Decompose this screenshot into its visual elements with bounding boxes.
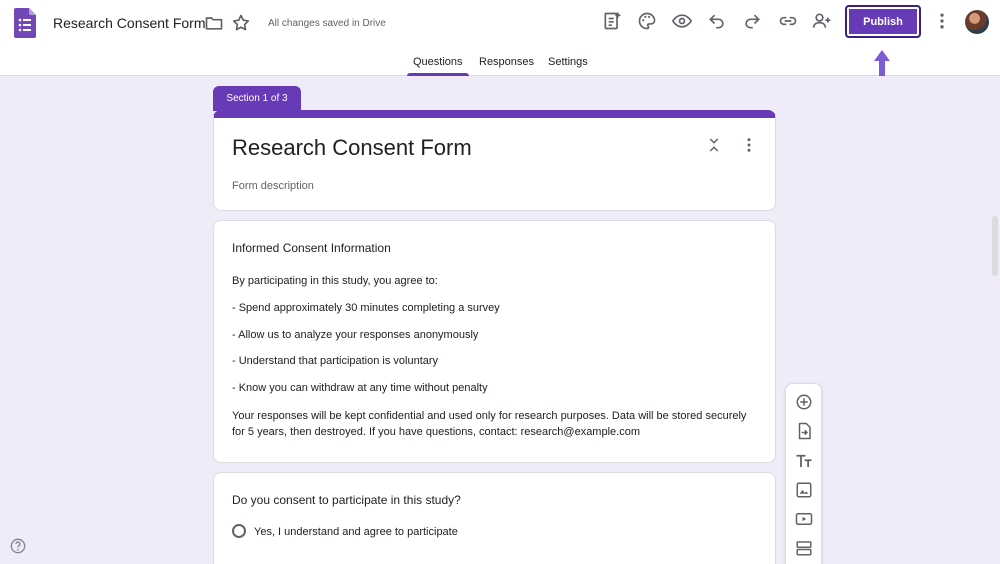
question-title: Do you consent to participate in this study? [232,493,461,507]
info-point: - Know you can withdraw at any time without penalty [232,382,488,394]
save-status: All changes saved in Drive [268,18,386,29]
form-title-card[interactable] [213,110,776,211]
palette-icon[interactable] [637,11,657,31]
preview-icon[interactable] [672,11,692,31]
import-questions-icon[interactable] [794,421,814,441]
section-more-icon[interactable] [740,136,758,154]
info-point: - Spend approximately 30 minutes completing a survey [232,302,500,314]
active-tab-indicator [407,73,469,76]
undo-icon[interactable] [707,11,727,31]
add-title-icon[interactable] [794,451,814,471]
more-vert-icon[interactable] [932,11,952,31]
add-question-icon[interactable] [794,392,814,412]
info-intro: By participating in this study, you agree to: [232,275,438,287]
radio-option-label[interactable]: Yes, I understand and agree to participate [254,526,458,538]
add-collaborator-icon[interactable] [812,11,832,31]
help-icon[interactable] [10,538,26,554]
tab-responses[interactable]: Responses [479,56,535,68]
tab-questions[interactable]: Questions [413,56,463,68]
document-title[interactable]: Research Consent Form [53,15,206,31]
info-point: - Allow us to analyze your responses anonymously [232,329,479,341]
addons-icon[interactable] [602,11,622,31]
star-icon[interactable] [231,13,251,33]
scrollbar[interactable] [992,216,998,276]
add-image-icon[interactable] [794,480,814,500]
form-title[interactable]: Research Consent Form [232,135,472,160]
section-label: Section 1 of 3 [213,86,301,111]
link-icon[interactable] [778,11,798,31]
avatar[interactable] [965,10,989,34]
tab-settings[interactable]: Settings [548,56,588,68]
publish-button[interactable]: Publish [845,5,921,38]
consent-info-card[interactable] [213,220,776,463]
tab-bar [0,52,1000,76]
info-point: - Understand that participation is voluntary [232,355,439,367]
add-video-icon[interactable] [794,509,814,529]
collapse-section-icon[interactable] [705,136,723,154]
question-card[interactable] [213,472,776,564]
radio-option[interactable] [232,524,246,538]
info-title: Informed Consent Information [232,241,391,255]
folder-icon[interactable] [204,13,224,33]
app-header [0,0,1000,76]
forms-logo-icon[interactable] [14,8,36,38]
form-description-input[interactable]: Form description [232,180,314,192]
add-section-icon[interactable] [794,538,814,558]
redo-icon[interactable] [742,11,762,31]
info-closing: Your responses will be kept confidential and used only for research purposes. Data will be stored securely for 5 years, then destroyed. If you have questions, contact: research@example.com [232,410,747,438]
floating-toolbar [785,383,822,564]
